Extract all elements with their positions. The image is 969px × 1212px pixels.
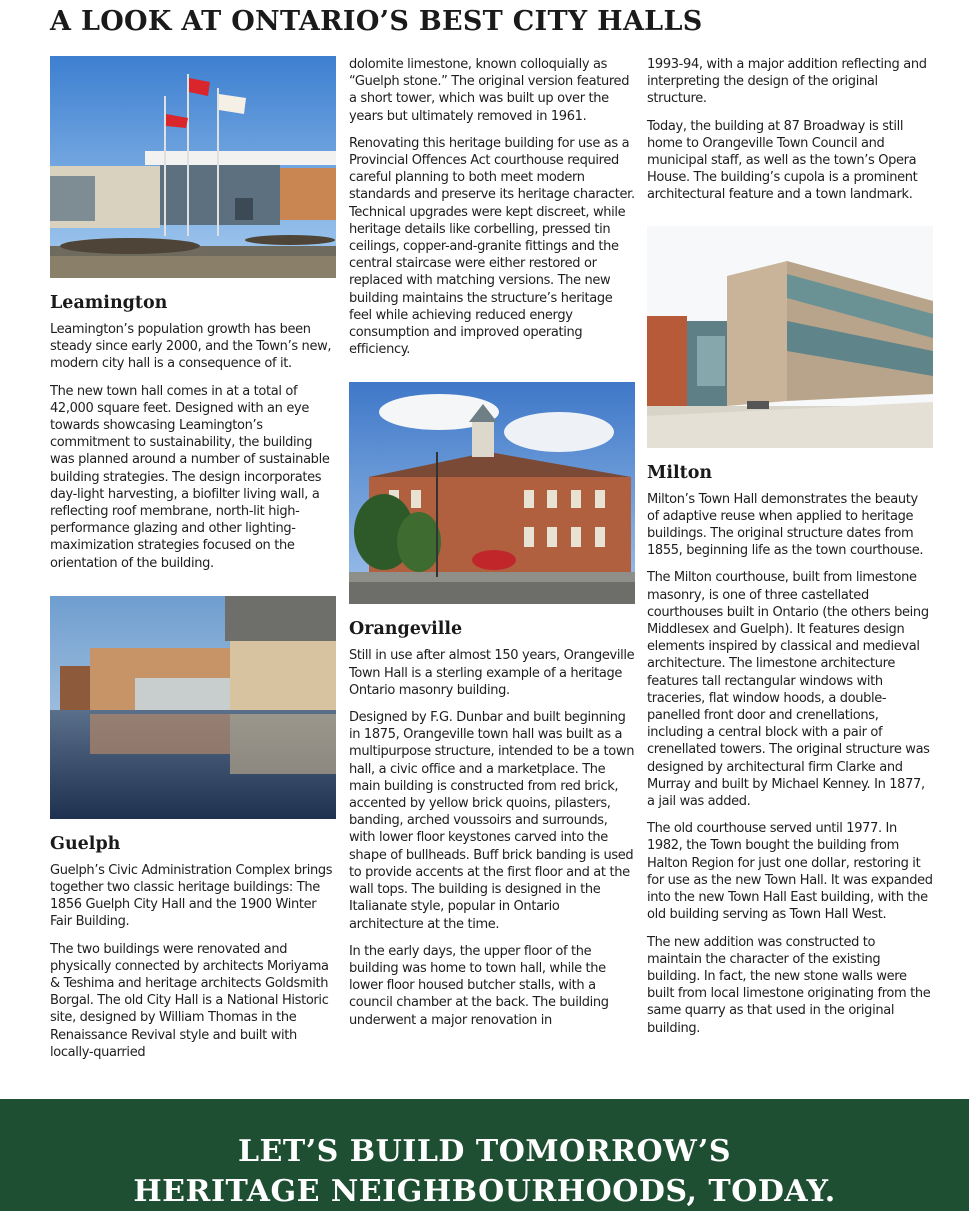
guelph-paragraph: Renovating this heritage building for use as a Provincial Offences Act courthouse required careful planning to both meet modern standards and preserve its heritage character. Technical upgrades were kept discreet, while heritage details like corbelling, pressed tin ceilings, copper-and-granite fittings and the central staircase were either restored or replaced with matching versions. The new building maintains the structure’s heritage feel while achieving reduced energy consumption and improved operating efficiency. (349, 135, 635, 358)
milton-paragraph: The Milton courthouse, built from limestone masonry, is one of three castellated courthouses built in Ontario (the others being Middlesex and Guelph). It features design elements inspired by classical and medieval architecture. The limestone architecture features tall rectangular windows with traceries, flat window hoods, a double-panelled front door and crenellations, including a central block with a pair of crenellated towers. The original structure was designed by architectural firm Clarke and Murray and built by Michael Kenney. In 1877, a jail was added. (647, 570, 930, 810)
page-title: A LOOK AT ONTARIO’S BEST CITY HALLS (50, 6, 703, 37)
milton-paragraph: The new addition was constructed to maintain the character of the existing building. In fact, the new stone walls were built from local limestone originating from the same quarry as that used in the original building. (647, 934, 931, 1036)
guelph-paragraph: The two buildings were renovated and physically connected by architects Moriyama & Teshima and heritage architects Goldsmith Borgal. The old City Hall is a National Historic site, designed by William Thomas in the Renaissance Revival style and built with locally-quarried (50, 941, 329, 1060)
column-left (50, 56, 336, 1071)
leamington-paragraph: The new town hall comes in at a total of 42,000 square feet. Designed with an eye towards showcasing Leamington’s commitment to sustainability, the building was planned around a number of sustainable building strategies. The design incorporates day-light harvesting, a biofilter living wall, a reflecting roof membrane, north-lit high-performance glazing and other lighting-maximization strategies focused on the orientation of the building. (50, 383, 330, 571)
column-middle (349, 56, 635, 1039)
banner-line: HERITAGE NEIGHBOURHOODS, TODAY. (133, 1174, 836, 1209)
banner-slogan (0, 1132, 969, 1212)
orangeville-photo (349, 382, 635, 604)
guelph-paragraph: dolomite limestone, known colloquially as “Guelph stone.” The original version featured a short tower, which was built up over the years but ultimately removed in 1961. (349, 57, 630, 124)
column-right (647, 56, 933, 1047)
guelph-photo (50, 596, 336, 819)
guelph-paragraph: Guelph’s Civic Administration Complex brings together two classic heritage buildings: The 1856 Guelph City Hall and the 1900 Winter Fair Building. (50, 862, 333, 930)
milton-paragraph: Milton’s Town Hall demonstrates the beauty of adaptive reuse when applied to heritage buildings. The original structure dates from 1855, beginning life as the town courthouse. (647, 491, 924, 559)
orangeville-paragraph: 1993-94, with a major addition reflecting and interpreting the design of the original structure. (647, 57, 927, 107)
leamington-photo (50, 56, 336, 278)
orangeville-paragraph: Designed by F.G. Dunbar and built beginning in 1875, Orangeville town hall was built as a multipurpose structure, intended to be a town hall, a civic office and a marketplace. The main building is constructed from red brick, accented by yellow brick quoins, pilasters, banding, arched voussoirs and surrounds, with lower floor keystones carved into the shape of bullheads. Buff brick banding is used to provide accents at the first floor and at the wall tops. The building is designed in the Italianate style, popular in Ontario architecture at the time. (349, 710, 635, 932)
orangeville-paragraph: Still in use after almost 150 years, Orangeville Town Hall is a sterling example of a heritage Ontario masonry building. (349, 648, 635, 698)
banner-line: LET’S BUILD TOMORROW’S (237, 1134, 732, 1169)
leamington-heading: Leamington (50, 293, 168, 313)
orangeville-paragraph: In the early days, the upper floor of the building was home to town hall, while the lower floor housed butcher stalls, with a council chamber at the back. The building underwent a major renovation in (349, 943, 609, 1028)
guelph-heading: Guelph (50, 833, 121, 854)
milton-photo (647, 226, 933, 448)
milton-heading: Milton (647, 462, 713, 483)
orangeville-heading: Orangeville (349, 619, 463, 640)
orangeville-paragraph: Today, the building at 87 Broadway is still home to Orangeville Town Council and municipal staff, as well as the town’s Opera House. The building’s cupola is a prominent architectural feature and a town landmark. (647, 118, 918, 203)
milton-paragraph: The old courthouse served until 1977. In 1982, the Town bought the building from Halton Region for just one dollar, restoring it for use as the new Town Hall. It was expanded into the new Town Hall East building, with the old building serving as Town Hall West. (647, 821, 933, 923)
leamington-paragraph: Leamington’s population growth has been steady since early 2000, and the Town’s new, modern city hall is a consequence of it. (50, 322, 332, 372)
